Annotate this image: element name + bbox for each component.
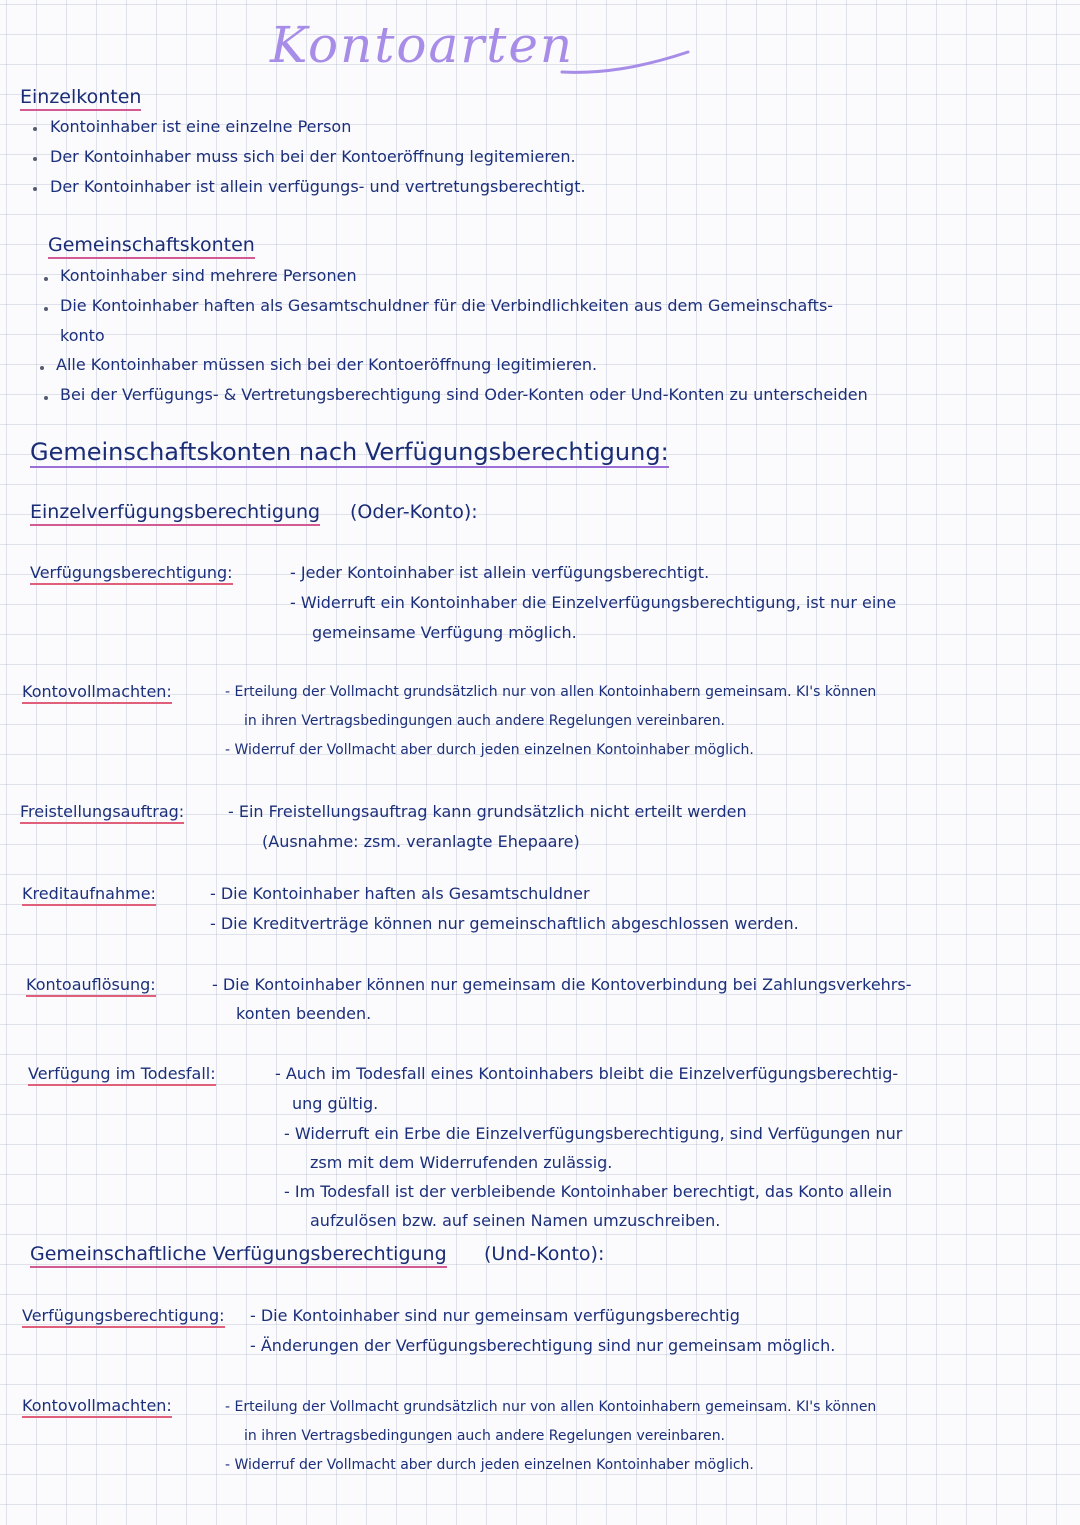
einzelkonten-bullet-1: Kontoinhaber ist eine einzelne Person (50, 117, 352, 136)
oder-kontovollmachten-label: Kontovollmachten: (22, 684, 172, 704)
page-title: Kontoarten (270, 16, 575, 74)
und-verfuegungsberechtigung-line-1: - Die Kontoinhaber sind nur gemeinsam verfügungsberechtig (250, 1306, 740, 1325)
einzelkonten-heading: Einzelkonten (20, 88, 141, 111)
oder-verfuegungsberechtigung-line-3: gemeinsame Verfügung möglich. (312, 623, 577, 642)
oder-konto-suffix: (Oder-Konto): (350, 501, 478, 523)
gemeinschaftskonten-heading: Gemeinschaftskonten (48, 236, 255, 259)
verfuegung-section-heading: Gemeinschaftskonten nach Verfügungsberechtigung: (30, 438, 669, 466)
und-kontovollmachten-label: Kontovollmachten: (22, 1398, 172, 1418)
gemeinschaftskonten-bullet-2-cont: konto (60, 326, 105, 345)
einzelkonten-bullet-3: Der Kontoinhaber ist allein verfügungs- und vertretungsberechtigt. (50, 177, 586, 196)
oder-verfuegungsberechtigung-line-2: - Widerruft ein Kontoinhaber die Einzelverfügungsberechtigung, ist nur eine (290, 593, 897, 612)
und-kontovollmachten-line-2: in ihren Vertragsbedingungen auch andere Regelungen vereinbaren. (244, 1428, 726, 1444)
todesfall-line-4: zsm mit dem Widerrufenden zulässig. (310, 1153, 613, 1172)
oder-konto-heading: Einzelverfügungsberechtigung (30, 503, 320, 526)
bullet-dot (33, 187, 37, 191)
todesfall-line-6: aufzulösen bzw. auf seinen Namen umzuschreiben. (310, 1211, 721, 1230)
oder-kontovollmachten-line-1: - Erteilung der Vollmacht grundsätzlich nur von allen Kontoinhabern gemeinsam. KI's können (225, 684, 877, 700)
kontoaufloesung-line-2: konten beenden. (236, 1004, 372, 1023)
bullet-dot (33, 157, 37, 161)
kontoaufloesung-line-1: - Die Kontoinhaber können nur gemeinsam die Kontoverbindung bei Zahlungsverkehrs- (212, 975, 912, 994)
gemeinschaftskonten-bullet-1: Kontoinhaber sind mehrere Personen (60, 266, 357, 285)
oder-verfuegungsberechtigung-line-1: - Jeder Kontoinhaber ist allein verfügungsberechtigt. (290, 563, 710, 582)
todesfall-line-1: - Auch im Todesfall eines Kontoinhabers bleibt die Einzelverfügungsberechtig- (275, 1064, 899, 1083)
oder-kontovollmachten-line-2: in ihren Vertragsbedingungen auch andere Regelungen vereinbaren. (244, 713, 726, 729)
und-konto-suffix: (Und-Konto): (484, 1243, 605, 1265)
und-verfuegungsberechtigung-line-2: - Änderungen der Verfügungsberechtigung sind nur gemeinsam möglich. (250, 1336, 836, 1355)
und-verfuegungsberechtigung-label: Verfügungsberechtigung: (22, 1308, 225, 1328)
kontoaufloesung-label: Kontoauflösung: (26, 977, 156, 997)
todesfall-line-3: - Widerruft ein Erbe die Einzelverfügungsberechtigung, sind Verfügungen nur (284, 1124, 903, 1143)
kreditaufnahme-line-1: - Die Kontoinhaber haften als Gesamtschuldner (210, 884, 590, 903)
gemeinschaftskonten-bullet-2: Die Kontoinhaber haften als Gesamtschuldner für die Verbindlichkeiten aus dem Gemeinschafts- (60, 296, 834, 315)
oder-verfuegungsberechtigung-label: Verfügungsberechtigung: (30, 565, 233, 585)
gemeinschaftskonten-bullet-4: Bei der Verfügungs- & Vertretungsberechtigung sind Oder-Konten oder Und-Konten zu unterscheiden (60, 385, 868, 404)
bullet-dot (40, 366, 44, 370)
gemeinschaftskonten-bullet-3: Alle Kontoinhaber müssen sich bei der Kontoeröffnung legitimieren. (56, 355, 598, 374)
einzelkonten-bullet-2: Der Kontoinhaber muss sich bei der Kontoeröffnung legitemieren. (50, 147, 576, 166)
oder-kontovollmachten-line-3: - Widerruf der Vollmacht aber durch jeden einzelnen Kontoinhaber möglich. (225, 742, 754, 758)
kreditaufnahme-line-2: - Die Kreditverträge können nur gemeinschaftlich abgeschlossen werden. (210, 914, 799, 933)
todesfall-line-2: ung gültig. (292, 1094, 379, 1113)
freistellungsauftrag-line-1: - Ein Freistellungsauftrag kann grundsätzlich nicht erteilt werden (228, 802, 747, 821)
todesfall-line-5: - Im Todesfall ist der verbleibende Kontoinhaber berechtigt, das Konto allein (284, 1182, 893, 1201)
und-konto-heading: Gemeinschaftliche Verfügungsberechtigung (30, 1245, 447, 1268)
bullet-dot (33, 127, 37, 131)
freistellungsauftrag-label: Freistellungsauftrag: (20, 804, 184, 824)
todesfall-label: Verfügung im Todesfall: (28, 1066, 216, 1086)
bullet-dot (44, 396, 48, 400)
title-swoosh-decoration (560, 48, 690, 78)
und-kontovollmachten-line-3: - Widerruf der Vollmacht aber durch jeden einzelnen Kontoinhaber möglich. (225, 1457, 754, 1473)
bullet-dot (44, 277, 48, 281)
und-kontovollmachten-line-1: - Erteilung der Vollmacht grundsätzlich nur von allen Kontoinhabern gemeinsam. KI's können (225, 1399, 877, 1415)
kreditaufnahme-label: Kreditaufnahme: (22, 886, 156, 906)
freistellungsauftrag-line-2: (Ausnahme: zsm. veranlagte Ehepaare) (262, 832, 580, 851)
bullet-dot (44, 307, 48, 311)
